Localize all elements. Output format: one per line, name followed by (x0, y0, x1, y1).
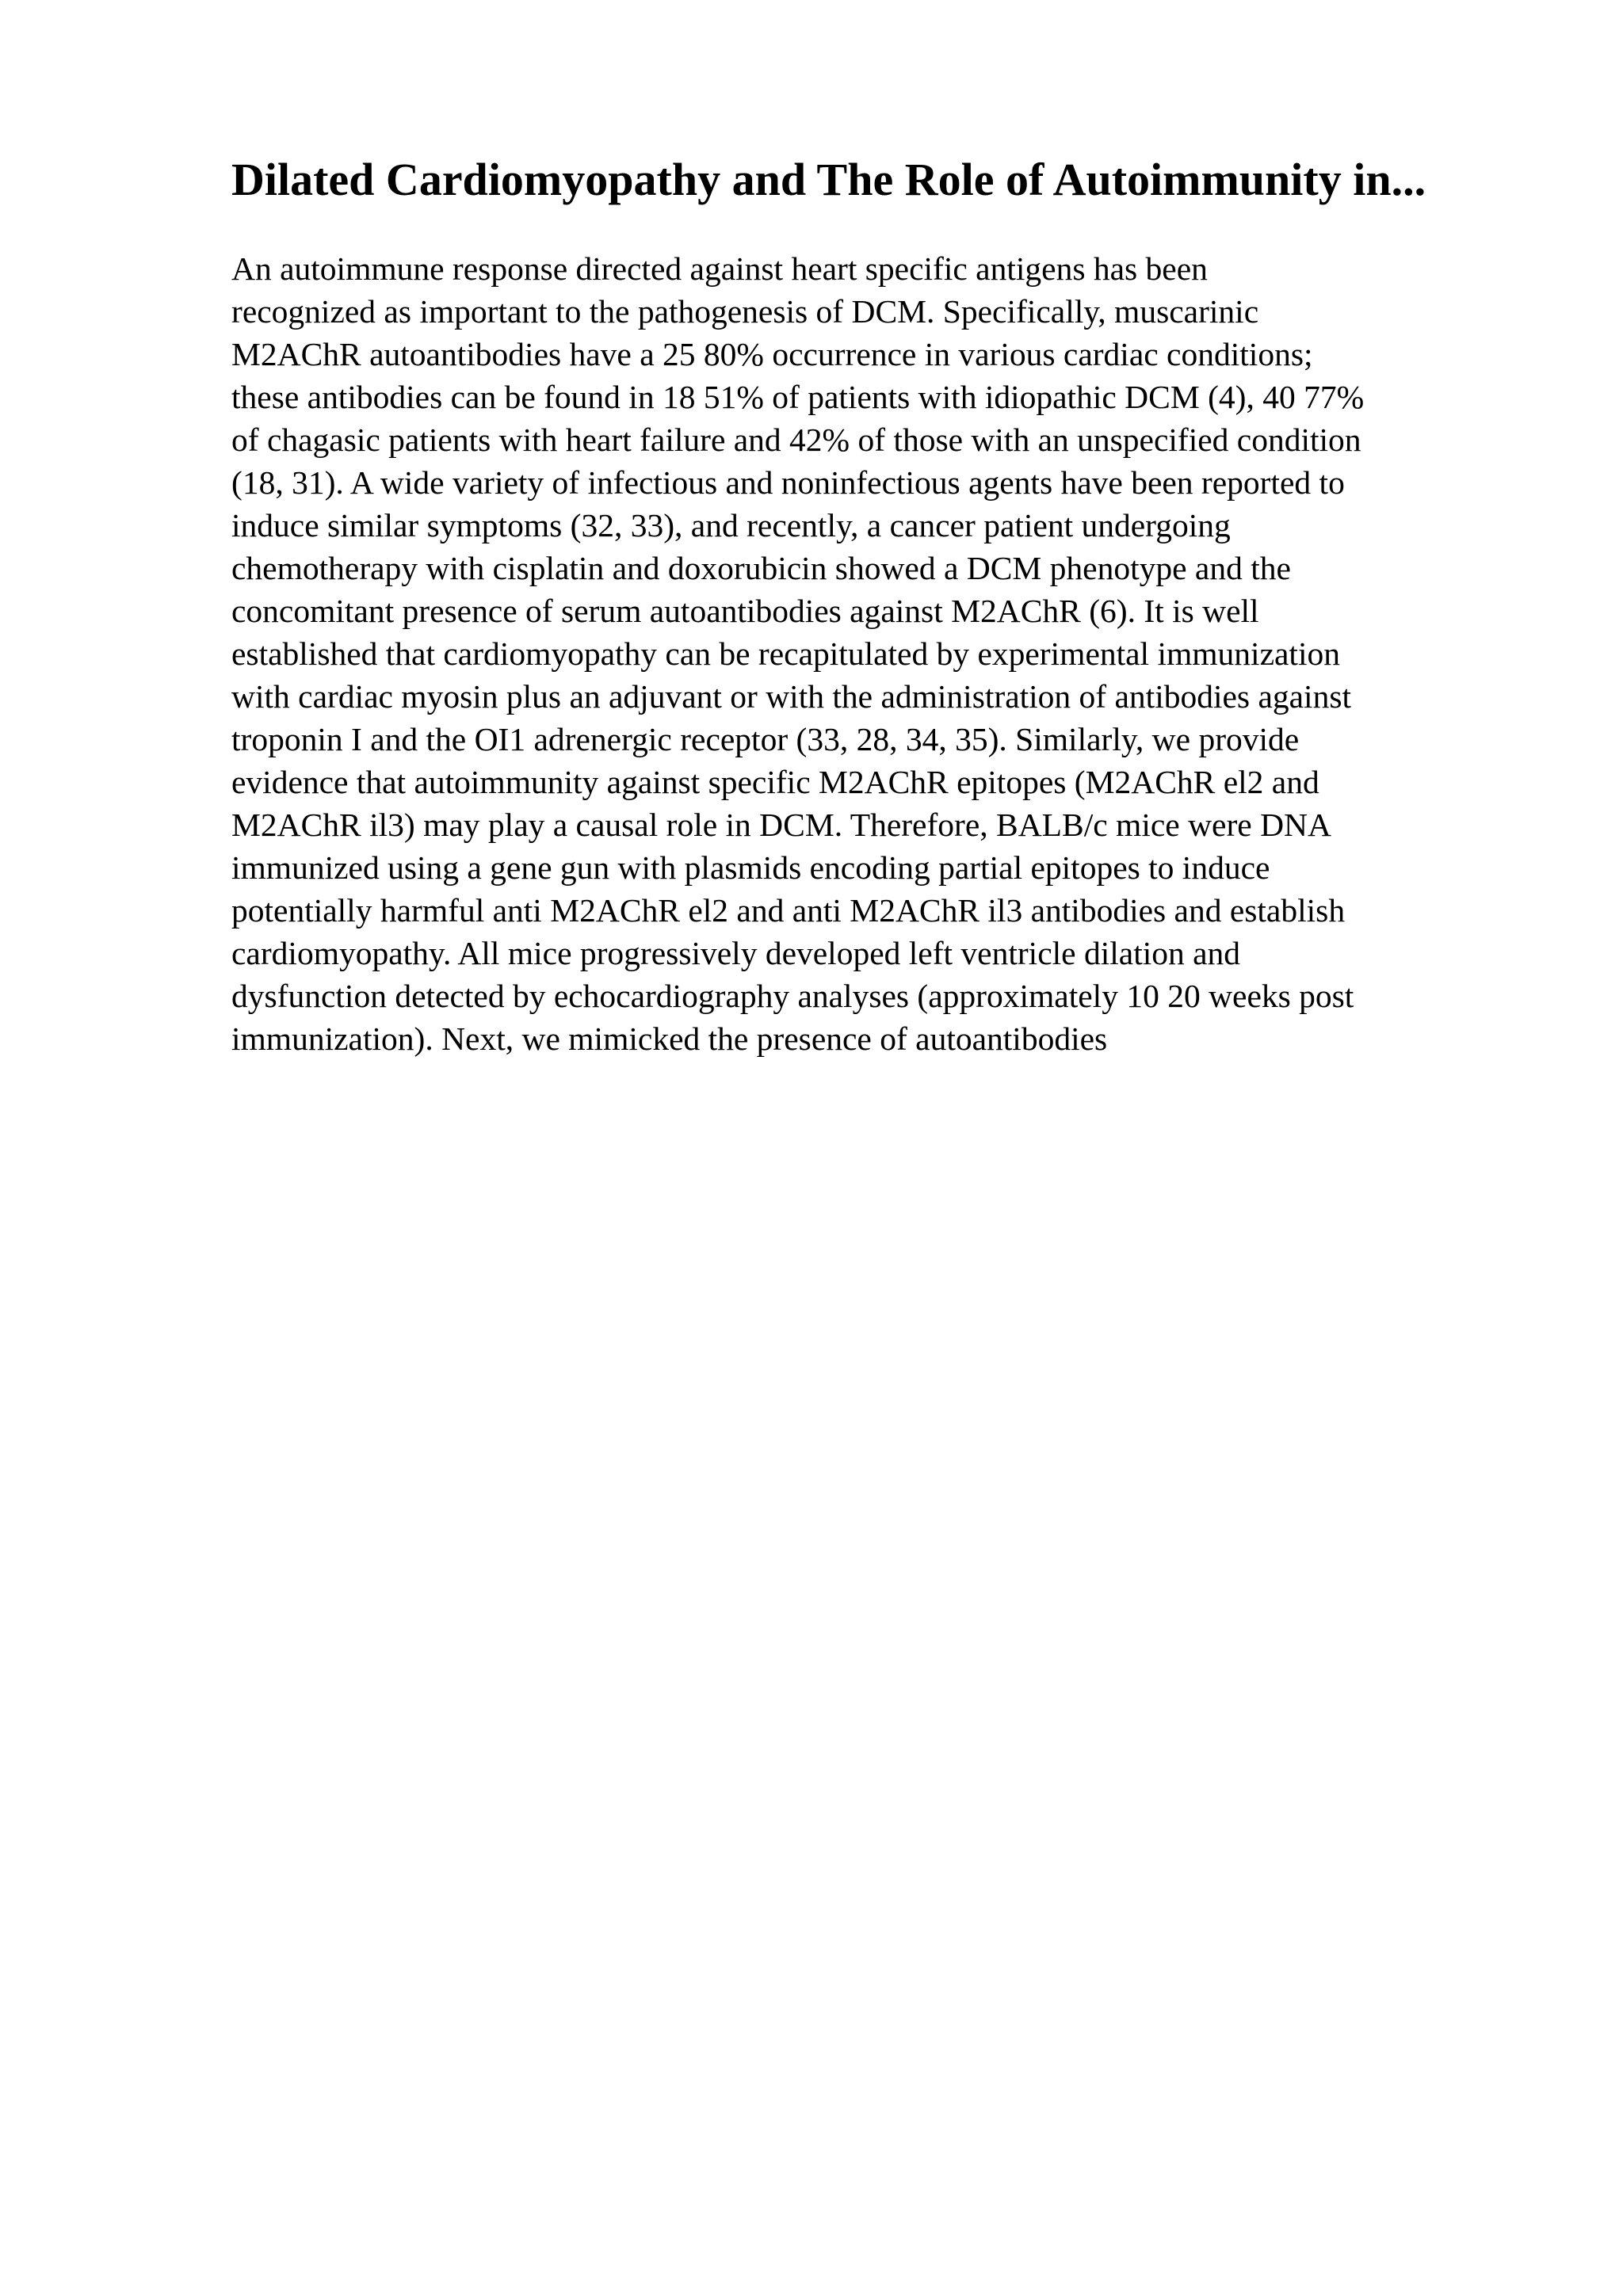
body-line: concomitant presence of serum autoantibodies against M2AChR (6). It is well (231, 593, 1259, 629)
body-line: cardiomyopathy. All mice progressively developed left ventricle dilation and (231, 935, 1241, 971)
body-line: M2AChR autoantibodies have a 25 80% occurrence in various cardiac conditions; (231, 336, 1313, 372)
body-line: of chagasic patients with heart failure and 42% of those with an unspecified condition (231, 421, 1361, 458)
body-line: potentially harmful anti M2AChR el2 and anti M2AChR il3 antibodies and establish (231, 892, 1346, 929)
document-title: Dilated Cardiomyopathy and The Role of Autoimmunity in... (231, 154, 1426, 205)
body-line: immunization). Next, we mimicked the presence of autoantibodies (231, 1020, 1108, 1057)
body-paragraph (231, 247, 1610, 1060)
body-line: immunized using a gene gun with plasmids encoding partial epitopes to induce (231, 849, 1270, 886)
body-line: recognized as important to the pathogenesis of DCM. Specifically, muscarinic (231, 293, 1259, 330)
body-line: evidence that autoimmunity against specific M2AChR epitopes (M2AChR el2 and (231, 764, 1319, 800)
body-line: troponin I and the OI1 adrenergic receptor (33, 28, 34, 35). Similarly, we provide (231, 721, 1300, 757)
body-line: induce similar symptoms (32, 33), and recently, a cancer patient undergoing (231, 507, 1231, 543)
body-line: dysfunction detected by echocardiography analyses (approximately 10 20 weeks post (231, 978, 1354, 1014)
body-line: with cardiac myosin plus an adjuvant or with the administration of antibodies against (231, 678, 1352, 715)
body-line: established that cardiomyopathy can be recapitulated by experimental immunization (231, 635, 1340, 672)
body-line: M2AChR il3) may play a causal role in DCM. Therefore, BALB/c mice were DNA (231, 807, 1331, 843)
body-line: these antibodies can be found in 18 51% of patients with idiopathic DCM (4), 40 77% (231, 379, 1365, 415)
body-line: (18, 31). A wide variety of infectious and noninfectious agents have been reported to (231, 464, 1345, 501)
body-line: An autoimmune response directed against heart specific antigens has been (231, 250, 1208, 287)
body-line: chemotherapy with cisplatin and doxorubicin showed a DCM phenotype and the (231, 550, 1291, 586)
